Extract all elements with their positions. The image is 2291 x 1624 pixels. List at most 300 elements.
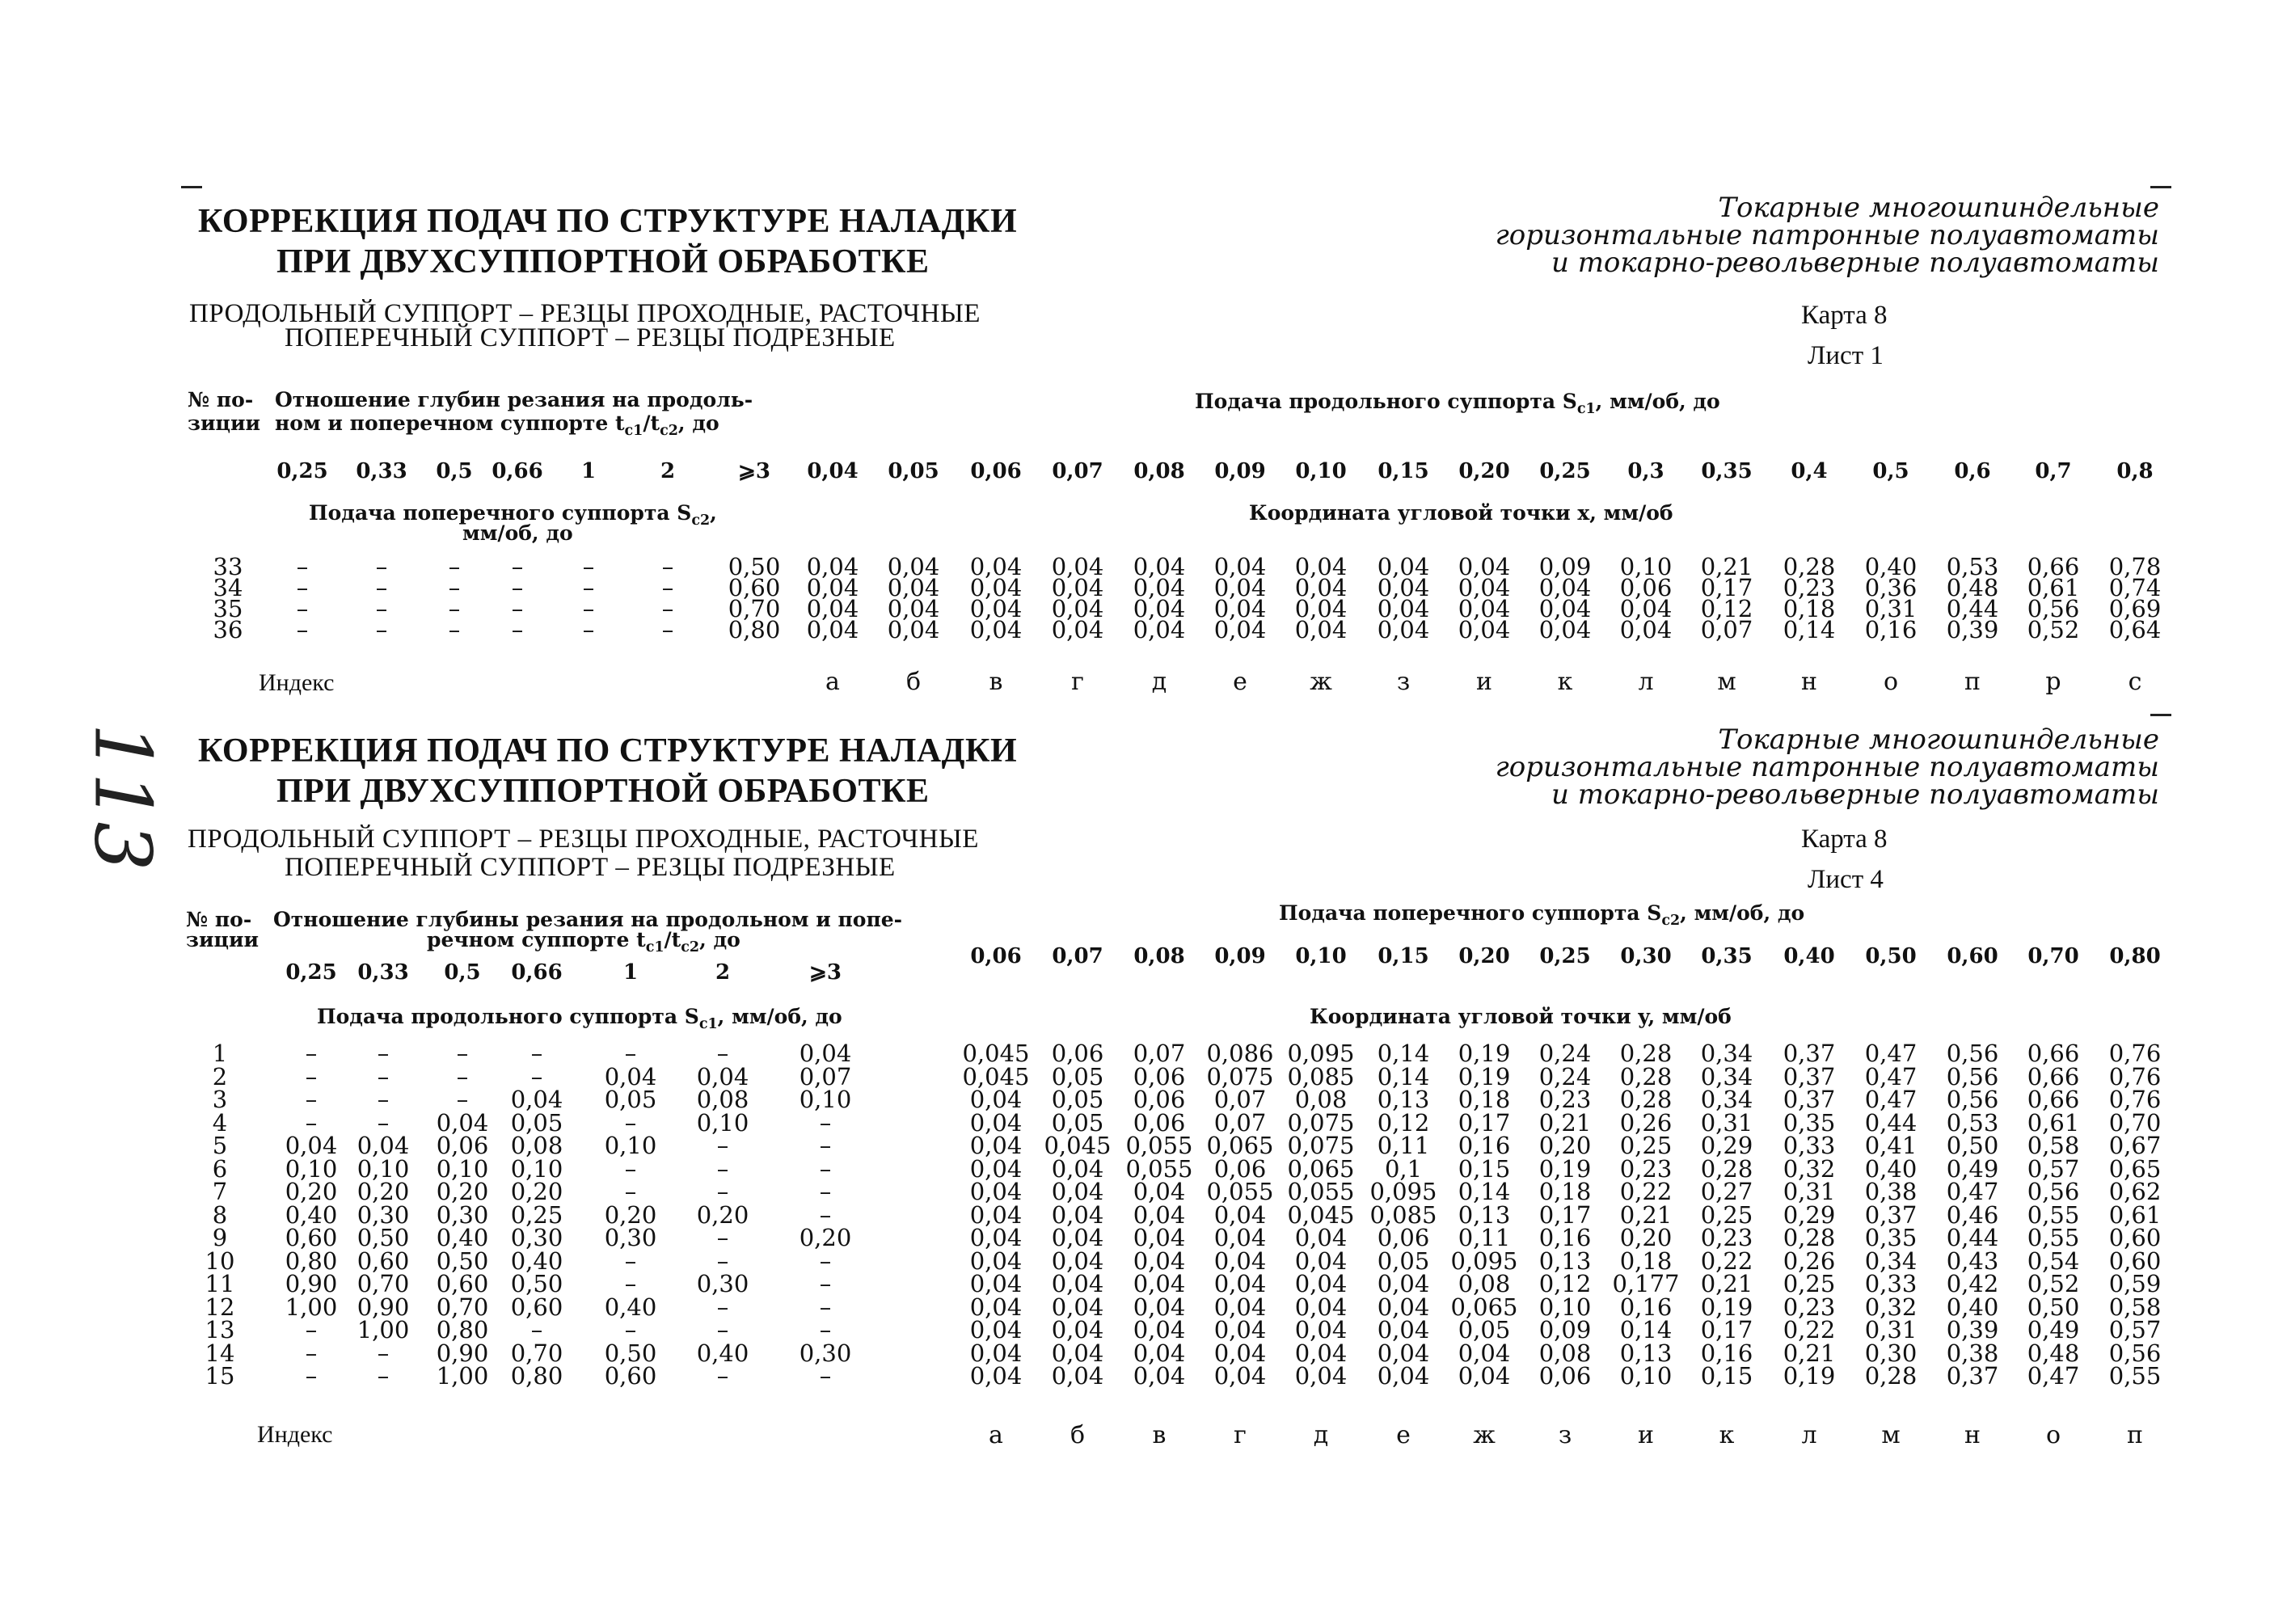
table-cell-value: 0,085	[1287, 1063, 1355, 1090]
feed-col-header: 0,70	[2027, 944, 2079, 968]
table-cell-ratio: 0,20	[510, 1178, 563, 1205]
table-cell-ratio: 0,50	[604, 1339, 657, 1367]
table-cell-value: 0,23	[1538, 1086, 1592, 1113]
feed-col-header: 0,06	[970, 459, 1022, 483]
table-cell-ratio: –	[582, 574, 595, 601]
table-cell-ratio: 0,20	[436, 1178, 489, 1205]
card1-position-header-2: зиции	[188, 411, 261, 435]
table-cell-value: 0,04	[1294, 616, 1348, 643]
table-cell-value: 0,065	[1206, 1132, 1274, 1159]
table-cell-ratio: –	[305, 1362, 318, 1390]
feed-col-header: 0,20	[1458, 459, 1510, 483]
table-cell-value: 0,04	[1377, 595, 1430, 622]
table-cell-ratio: –	[296, 595, 309, 622]
table-cell-ratio: –	[624, 1155, 637, 1183]
table-cell-value: 0,04	[969, 1316, 1023, 1343]
table-cell-ratio: –	[624, 1247, 637, 1275]
table-cell-value: 0,04	[1133, 616, 1186, 643]
table-cell-value: 0,20	[1619, 1224, 1673, 1251]
table-cell-value: 0,22	[1619, 1178, 1673, 1205]
table-cell-value: 0,04	[1133, 1339, 1186, 1367]
table-cell-value: 0,04	[887, 574, 940, 601]
table-cell-value: 0,04	[1051, 595, 1104, 622]
table-cell-value: 0,04	[969, 1270, 1023, 1297]
table-cell-ratio: –	[819, 1201, 832, 1229]
table-cell-value: 0,28	[1783, 1224, 1836, 1251]
ratio-col-header: ⩾3	[809, 960, 842, 985]
table-cell-ratio: –	[819, 1293, 832, 1321]
table-cell-ratio: 0,04	[510, 1086, 563, 1113]
table-cell-value: 0,57	[2108, 1316, 2162, 1343]
table-cell-value: 0,04	[1377, 1362, 1430, 1390]
table-row-position: 7	[212, 1178, 228, 1205]
table-cell-value: 0,04	[1051, 1316, 1104, 1343]
table-cell-ratio: 0,10	[436, 1155, 489, 1183]
feed-col-header: 0,60	[1947, 944, 1998, 968]
table-cell-value: 0,04	[1051, 616, 1104, 643]
table-cell-ratio: –	[305, 1040, 318, 1067]
table-cell-value: 0,34	[1864, 1247, 1918, 1275]
table-cell-value: 0,04	[1294, 1316, 1348, 1343]
card1-machine-line3: и токарно-револьверные полуавтоматы	[1551, 247, 2159, 279]
table-cell-ratio: –	[511, 574, 524, 601]
table-cell-value: 0,06	[1377, 1224, 1430, 1251]
table-cell-ratio: –	[377, 1063, 390, 1090]
table-cell-value: 0,09	[1538, 1316, 1592, 1343]
table-cell-value: 0,28	[1700, 1155, 1753, 1183]
table-cell-ratio: –	[456, 1063, 469, 1090]
table-cell-value: 0,38	[1946, 1339, 1999, 1367]
table-cell-value: 0,1	[1384, 1155, 1423, 1183]
index-letter: м	[1881, 1421, 1901, 1449]
table-cell-value: 0,04	[1458, 1339, 1511, 1367]
card2-position-header-1: № по-	[186, 908, 252, 931]
card1-title-line2: ПРИ ДВУХСУППОРТНОЙ ОБРАБОТКЕ	[276, 243, 930, 281]
table-cell-ratio: –	[377, 1109, 390, 1137]
table-cell-ratio: –	[448, 616, 461, 643]
table-cell-value: 0,29	[1783, 1201, 1836, 1229]
table-cell-ratio: –	[296, 553, 309, 580]
table-cell-ratio: –	[624, 1178, 637, 1205]
table-cell-value: 0,04	[969, 616, 1023, 643]
table-cell-ratio: 0,40	[696, 1339, 749, 1367]
table-cell-value: 0,31	[1783, 1178, 1836, 1205]
table-cell-value: 0,61	[2027, 1109, 2080, 1137]
table-cell-value: 0,04	[1133, 1270, 1186, 1297]
table-cell-ratio: 0,20	[604, 1201, 657, 1229]
table-cell-ratio: 0,08	[696, 1086, 749, 1113]
table-cell-value: 0,69	[2108, 595, 2162, 622]
table-cell-value: 0,25	[1783, 1270, 1836, 1297]
table-cell-value: 0,32	[1783, 1155, 1836, 1183]
card1-ratio-header-1: Отношение глубин резания на продоль-	[275, 388, 753, 411]
table-cell-value: 0,38	[1864, 1178, 1918, 1205]
table-cell-ratio: –	[305, 1339, 318, 1367]
table-cell-ratio: –	[377, 1339, 390, 1367]
table-cell-ratio: 0,04	[285, 1132, 338, 1159]
feed-col-header: 0,40	[1783, 944, 1835, 968]
table-cell-value: 0,18	[1538, 1178, 1592, 1205]
table-cell-value: 0,56	[1946, 1086, 1999, 1113]
table-cell-value: 0,76	[2108, 1040, 2162, 1067]
table-cell-value: 0,39	[1946, 1316, 1999, 1343]
table-cell-value: 0,04	[969, 1224, 1023, 1251]
table-cell-value: 0,60	[2108, 1224, 2162, 1251]
table-cell-value: 0,075	[1287, 1109, 1355, 1137]
table-cell-value: 0,28	[1619, 1063, 1673, 1090]
feed-col-header: 0,06	[970, 944, 1022, 968]
table-cell-value: 0,04	[1051, 1155, 1104, 1183]
table-cell-value: 0,36	[1864, 574, 1918, 601]
feed-col-header: 0,25	[1539, 459, 1591, 483]
table-cell-ratio: –	[716, 1362, 729, 1390]
table-cell-ratio: –	[716, 1040, 729, 1067]
table-row-position: 4	[212, 1109, 228, 1137]
table-cell-value: 0,04	[969, 1132, 1023, 1159]
table-cell-value: 0,075	[1206, 1063, 1274, 1090]
table-cell-value: 0,07	[1213, 1109, 1267, 1137]
index-letter: п	[2127, 1421, 2143, 1449]
table-cell-ratio: 0,60	[728, 574, 781, 601]
table-cell-ratio: 0,50	[357, 1224, 410, 1251]
table-cell-value: 0,52	[2027, 1270, 2080, 1297]
table-cell-ratio: –	[716, 1247, 729, 1275]
table-cell-value: 0,04	[969, 1293, 1023, 1321]
index-letter: л	[1801, 1421, 1817, 1449]
feed-col-header: 0,3	[1627, 459, 1664, 483]
table-cell-value: 0,56	[1946, 1063, 1999, 1090]
card2-subtitle-line1: ПРОДОЛЬНЫЙ СУППОРТ – РЕЗЦЫ ПРОХОДНЫЕ, РАСТОЧНЫЕ	[188, 825, 979, 854]
table-cell-value: 0,22	[1783, 1316, 1836, 1343]
table-cell-value: 0,04	[1213, 1201, 1267, 1229]
table-cell-value: 0,14	[1377, 1040, 1430, 1067]
table-cell-ratio: –	[819, 1109, 832, 1137]
table-cell-ratio: 0,10	[357, 1155, 410, 1183]
table-cell-value: 0,04	[1213, 1270, 1267, 1297]
feed-col-header: 0,09	[1214, 459, 1266, 483]
table-cell-value: 0,04	[1213, 574, 1267, 601]
table-cell-value: 0,56	[2108, 1339, 2162, 1367]
table-cell-value: 0,54	[2027, 1247, 2080, 1275]
table-cell-value: 0,06	[1619, 574, 1673, 601]
table-cell-value: 0,04	[806, 574, 859, 601]
index-letter: к	[1719, 1421, 1735, 1449]
table-cell-value: 0,21	[1538, 1109, 1592, 1137]
table-cell-value: 0,05	[1051, 1086, 1104, 1113]
table-cell-value: 0,74	[2108, 574, 2162, 601]
table-cell-ratio: –	[377, 1086, 390, 1113]
feed-col-header: 0,35	[1701, 459, 1753, 483]
table-cell-value: 0,04	[1377, 1339, 1430, 1367]
table-cell-value: 0,04	[969, 1201, 1023, 1229]
ratio-col-header: 0,25	[276, 459, 328, 483]
table-cell-ratio: –	[305, 1063, 318, 1090]
index-letter: н	[1964, 1421, 1981, 1449]
table-cell-value: 0,04	[806, 616, 859, 643]
table-cell-value: 0,04	[1051, 1270, 1104, 1297]
index-letter: м	[1717, 668, 1736, 696]
table-cell-value: 0,04	[1051, 1293, 1104, 1321]
table-cell-ratio: 0,05	[510, 1109, 563, 1137]
feed-col-header: 0,08	[1133, 944, 1185, 968]
ratio-col-header: 2	[660, 459, 676, 483]
table-cell-value: 0,06	[1051, 1040, 1104, 1067]
card1-feed-header: Подача продольного суппорта $S_{c1}$, мм/об, до	[1195, 390, 1720, 417]
card2-position-header-2: зиции	[186, 928, 259, 951]
table-cell-ratio: 0,90	[285, 1270, 338, 1297]
table-cell-value: 0,05	[1377, 1247, 1430, 1275]
card1-subtitle-line1: ПРОДОЛЬНЫЙ СУППОРТ – РЕЗЦЫ ПРОХОДНЫЕ, РАСТОЧНЫЕ	[189, 299, 981, 328]
table-cell-value: 0,06	[1538, 1362, 1592, 1390]
table-cell-ratio: –	[377, 1040, 390, 1067]
table-cell-ratio: 0,30	[799, 1339, 852, 1367]
table-cell-value: 0,21	[1619, 1201, 1673, 1229]
table-cell-value: 0,27	[1700, 1178, 1753, 1205]
table-cell-value: 0,29	[1700, 1132, 1753, 1159]
table-cell-value: 0,04	[1377, 1270, 1430, 1297]
table-cell-value: 0,28	[1783, 553, 1836, 580]
table-row-position: 2	[212, 1063, 228, 1090]
table-cell-value: 0,04	[1213, 616, 1267, 643]
table-cell-value: 0,44	[1864, 1109, 1918, 1137]
card1-machine-line1: Токарные многошпиндельные	[1718, 192, 2159, 224]
table-cell-ratio: 1,00	[357, 1316, 410, 1343]
table-cell-value: 0,05	[1051, 1063, 1104, 1090]
table-cell-ratio: –	[511, 616, 524, 643]
table-cell-value: 0,055	[1287, 1178, 1355, 1205]
table-cell-value: 0,13	[1538, 1247, 1592, 1275]
table-cell-value: 0,47	[2027, 1362, 2080, 1390]
table-cell-value: 0,12	[1377, 1109, 1430, 1137]
ratio-col-header: 1	[622, 960, 639, 985]
table-cell-value: 0,50	[2027, 1293, 2080, 1321]
table-row-position: 5	[212, 1132, 228, 1159]
table-cell-value: 0,42	[1946, 1270, 1999, 1297]
table-cell-value: 0,045	[1287, 1201, 1355, 1229]
page-number: 113	[77, 723, 168, 871]
table-cell-value: 0,40	[1864, 1155, 1918, 1183]
table-cell-value: 0,17	[1458, 1109, 1511, 1137]
table-cell-value: 0,49	[1946, 1155, 1999, 1183]
card2-index-label: Индекс	[257, 1421, 333, 1448]
table-row-position: 14	[205, 1339, 235, 1367]
table-cell-value: 0,095	[1287, 1040, 1355, 1067]
table-cell-value: 0,67	[2108, 1132, 2162, 1159]
table-cell-value: 0,05	[1051, 1109, 1104, 1137]
table-cell-ratio: 0,10	[604, 1132, 657, 1159]
table-cell-value: 0,04	[1377, 1316, 1430, 1343]
table-cell-ratio: 0,60	[357, 1247, 410, 1275]
table-cell-ratio: –	[296, 616, 309, 643]
table-cell-ratio: 0,20	[357, 1178, 410, 1205]
table-cell-value: 0,16	[1458, 1132, 1511, 1159]
table-cell-value: 0,04	[1051, 574, 1104, 601]
table-cell-ratio: –	[624, 1270, 637, 1297]
table-cell-value: 0,06	[1213, 1155, 1267, 1183]
table-cell-value: 0,58	[2108, 1293, 2162, 1321]
table-cell-value: 0,15	[1700, 1362, 1753, 1390]
index-letter: е	[1396, 1421, 1411, 1449]
table-cell-ratio: 0,80	[510, 1362, 563, 1390]
card1-index-label: Индекс	[259, 669, 335, 696]
table-cell-ratio: 0,30	[436, 1201, 489, 1229]
table-cell-value: 0,47	[1864, 1040, 1918, 1067]
table-cell-ratio: 0,04	[696, 1063, 749, 1090]
table-cell-value: 0,18	[1619, 1247, 1673, 1275]
table-cell-value: 0,26	[1619, 1109, 1673, 1137]
table-cell-value: 0,04	[1051, 1362, 1104, 1390]
table-cell-value: 0,04	[969, 1339, 1023, 1367]
table-row-position: 33	[213, 553, 243, 580]
card1-title-line1: КОРРЕКЦИЯ ПОДАЧ ПО СТРУКТУРЕ НАЛАДКИ	[198, 203, 1018, 240]
table-cell-value: 0,04	[1377, 616, 1430, 643]
table-cell-ratio: –	[375, 595, 388, 622]
table-cell-ratio: –	[305, 1109, 318, 1137]
table-cell-value: 0,04	[1294, 1362, 1348, 1390]
table-cell-value: 0,04	[887, 616, 940, 643]
table-cell-value: 0,04	[1377, 574, 1430, 601]
table-cell-ratio: 0,30	[357, 1201, 410, 1229]
table-cell-value: 0,16	[1538, 1224, 1592, 1251]
table-cell-ratio: –	[661, 595, 674, 622]
table-cell-value: 0,04	[1133, 1178, 1186, 1205]
table-cell-value: 0,14	[1619, 1316, 1673, 1343]
table-cell-ratio: –	[661, 616, 674, 643]
ratio-col-header: 0,66	[511, 960, 563, 985]
table-cell-value: 0,46	[1946, 1201, 1999, 1229]
table-cell-value: 0,47	[1864, 1086, 1918, 1113]
table-cell-value: 0,37	[1783, 1040, 1836, 1067]
table-cell-ratio: –	[716, 1155, 729, 1183]
table-cell-value: 0,12	[1700, 595, 1753, 622]
feed-col-header: 0,08	[1133, 459, 1185, 483]
table-cell-value: 0,25	[1619, 1132, 1673, 1159]
table-cell-value: 0,37	[1946, 1362, 1999, 1390]
ratio-col-header: 0,33	[357, 960, 409, 985]
table-cell-value: 0,18	[1458, 1086, 1511, 1113]
table-cell-value: 0,04	[1133, 595, 1186, 622]
card1-card-label: Карта 8	[1801, 301, 1888, 330]
ratio-col-header: 0,33	[356, 459, 407, 483]
table-cell-value: 0,64	[2108, 616, 2162, 643]
table-cell-ratio: –	[456, 1086, 469, 1113]
table-cell-value: 0,075	[1287, 1132, 1355, 1159]
table-cell-value: 0,47	[1864, 1063, 1918, 1090]
table-cell-ratio: –	[530, 1316, 543, 1343]
registration-mark	[181, 186, 202, 188]
table-cell-value: 0,33	[1783, 1132, 1836, 1159]
index-letter: б	[905, 668, 922, 696]
table-cell-value: 0,58	[2027, 1132, 2080, 1159]
table-cell-value: 0,76	[2108, 1086, 2162, 1113]
index-letter: о	[2045, 1421, 2061, 1449]
ratio-col-header: 1	[580, 459, 597, 483]
table-cell-value: 0,07	[1700, 616, 1753, 643]
table-cell-value: 0,70	[2108, 1109, 2162, 1137]
table-row-position: 11	[205, 1270, 235, 1297]
table-cell-ratio: –	[448, 595, 461, 622]
table-cell-value: 0,04	[1133, 553, 1186, 580]
table-cell-ratio: 0,50	[436, 1247, 489, 1275]
table-cell-value: 0,04	[1294, 1270, 1348, 1297]
table-cell-value: 0,04	[1538, 595, 1592, 622]
feed-col-header: 0,35	[1701, 944, 1753, 968]
table-cell-ratio: –	[819, 1132, 832, 1159]
table-cell-value: 0,55	[2027, 1201, 2080, 1229]
table-cell-value: 0,04	[1051, 553, 1104, 580]
table-cell-ratio: –	[456, 1040, 469, 1067]
table-cell-value: 0,59	[2108, 1270, 2162, 1297]
table-cell-ratio: 0,50	[728, 553, 781, 580]
table-cell-value: 0,04	[1133, 1316, 1186, 1343]
table-cell-value: 0,14	[1783, 616, 1836, 643]
table-row-position: 13	[205, 1316, 235, 1343]
table-cell-value: 0,19	[1458, 1063, 1511, 1090]
registration-mark	[2150, 186, 2171, 188]
index-letter: з	[1396, 668, 1411, 696]
table-cell-value: 0,23	[1783, 1293, 1836, 1321]
table-cell-ratio: 0,40	[285, 1201, 338, 1229]
table-cell-value: 0,26	[1783, 1247, 1836, 1275]
table-cell-value: 0,21	[1700, 1270, 1753, 1297]
card2-card-label: Карта 8	[1801, 825, 1888, 854]
feed-col-header: 0,09	[1214, 944, 1266, 968]
table-cell-ratio: –	[819, 1247, 832, 1275]
table-cell-value: 0,28	[1619, 1040, 1673, 1067]
table-cell-ratio: 0,70	[357, 1270, 410, 1297]
feed-col-header: 0,04	[807, 459, 859, 483]
table-cell-ratio: 0,25	[510, 1201, 563, 1229]
feed-col-header: 0,8	[2116, 459, 2154, 483]
feed-col-header: 0,05	[888, 459, 939, 483]
table-cell-value: 0,04	[969, 553, 1023, 580]
table-cell-value: 0,04	[1133, 1224, 1186, 1251]
table-cell-ratio: 0,40	[510, 1247, 563, 1275]
table-cell-ratio: 0,70	[510, 1339, 563, 1367]
table-cell-ratio: 0,07	[799, 1063, 852, 1090]
index-letter: о	[1883, 668, 1899, 696]
table-cell-value: 0,04	[1133, 1247, 1186, 1275]
feed-col-header: 0,20	[1458, 944, 1510, 968]
table-cell-value: 0,10	[1619, 1362, 1673, 1390]
table-cell-value: 0,04	[1538, 574, 1592, 601]
table-cell-value: 0,17	[1700, 574, 1753, 601]
table-cell-value: 0,28	[1619, 1086, 1673, 1113]
table-cell-value: 0,43	[1946, 1247, 1999, 1275]
table-cell-value: 0,16	[1864, 616, 1918, 643]
table-cell-value: 0,085	[1369, 1201, 1437, 1229]
index-letter: л	[1638, 668, 1654, 696]
table-cell-value: 0,04	[1133, 1362, 1186, 1390]
table-cell-value: 0,13	[1619, 1339, 1673, 1367]
table-cell-value: 0,04	[1133, 1293, 1186, 1321]
table-cell-value: 0,32	[1864, 1293, 1918, 1321]
table-cell-value: 0,07	[1133, 1040, 1186, 1067]
table-cell-value: 0,57	[2027, 1155, 2080, 1183]
table-cell-value: 0,35	[1864, 1224, 1918, 1251]
card2-machine-line2: горизонтальные патронные полуавтоматы	[1495, 751, 2159, 783]
index-letter: а	[825, 668, 840, 696]
card2-machine-line1: Токарные многошпиндельные	[1718, 723, 2159, 756]
table-cell-ratio: 0,80	[436, 1316, 489, 1343]
table-cell-value: 0,44	[1946, 1224, 1999, 1251]
table-cell-ratio: –	[305, 1086, 318, 1113]
card2-sheet-label: Лист 4	[1808, 865, 1884, 894]
table-cell-value: 0,04	[1051, 1201, 1104, 1229]
table-cell-ratio: –	[530, 1063, 543, 1090]
table-cell-value: 0,78	[2108, 553, 2162, 580]
index-letter: р	[2045, 668, 2061, 696]
